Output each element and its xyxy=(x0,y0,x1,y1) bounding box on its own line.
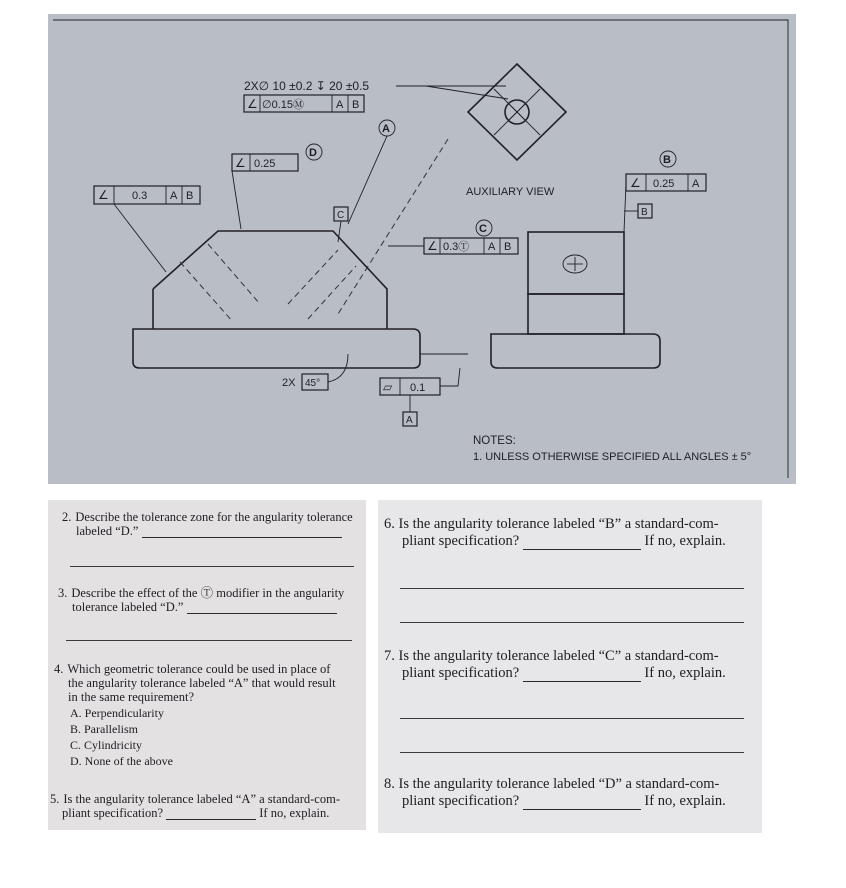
svg-text:C: C xyxy=(337,210,345,221)
svg-text:A: A xyxy=(170,190,178,202)
question-4: 4. Which geometric tolerance could be used in place of the angularity tolerance labeled “A” that would result in the same requirement? xyxy=(54,662,336,704)
svg-text:0.3Ⓣ: 0.3Ⓣ xyxy=(443,241,470,253)
question-5: 5. Is the angularity tolerance labeled “A” a standard-com- pliant specification? If no, explain. xyxy=(50,792,340,820)
auxiliary-view xyxy=(468,64,566,160)
label-A: A xyxy=(382,123,390,135)
svg-text:B: B xyxy=(352,99,360,111)
svg-text:∠: ∠ xyxy=(427,239,438,253)
auxiliary-view-title: AUXILIARY VIEW xyxy=(466,186,555,198)
fcf-flatness xyxy=(380,378,440,395)
svg-text:0.1: 0.1 xyxy=(410,382,426,394)
svg-text:B: B xyxy=(641,207,648,218)
svg-text:∠: ∠ xyxy=(247,97,258,111)
question-6: 6. Is the angularity tolerance labeled “B” a standard-com- pliant specification? If no, explain. xyxy=(384,516,726,549)
question-7: 7. Is the angularity tolerance labeled “C” a standard-com- pliant specification? If no, explain. xyxy=(384,648,726,681)
svg-text:45°: 45° xyxy=(305,378,321,389)
engineering-drawing xyxy=(48,14,796,484)
question-8: 8. Is the angularity tolerance labeled “D” a standard-com- pliant specification? If no, explain. xyxy=(384,776,726,809)
fcf-angularity-left xyxy=(94,186,200,204)
option-a[interactable]: A. Perpendicularity xyxy=(70,706,164,720)
svg-text:A: A xyxy=(406,415,413,426)
svg-text:▱: ▱ xyxy=(383,380,393,394)
angle-45-box xyxy=(302,374,328,390)
part-side-view xyxy=(491,232,660,368)
svg-text:B: B xyxy=(504,241,512,253)
fcf-angularity-D xyxy=(232,154,298,171)
answer-line[interactable] xyxy=(400,588,744,589)
notes-line: 1. UNLESS OTHERWISE SPECIFIED ALL ANGLES ± 5° xyxy=(473,451,752,463)
worksheet-left-page xyxy=(48,500,366,830)
fcf-angularity-A xyxy=(244,95,364,112)
option-d[interactable]: D. None of the above xyxy=(70,754,173,768)
svg-text:B: B xyxy=(186,190,194,202)
option-c[interactable]: C. Cylindricity xyxy=(70,738,142,752)
worksheet-right-page xyxy=(378,500,762,833)
option-b[interactable]: B. Parallelism xyxy=(70,722,138,736)
answer-line[interactable] xyxy=(66,640,352,641)
svg-text:0.3: 0.3 xyxy=(132,190,148,202)
svg-text:∅0.15Ⓜ: ∅0.15Ⓜ xyxy=(262,99,304,111)
answer-line[interactable] xyxy=(70,566,354,567)
answer-line[interactable] xyxy=(400,718,744,719)
part-front-view xyxy=(153,231,387,329)
angle-count: 2X xyxy=(282,377,296,389)
answer-line[interactable] xyxy=(400,752,744,753)
label-D: D xyxy=(309,147,317,159)
label-B: B xyxy=(663,154,671,166)
drawing-photo xyxy=(48,14,796,484)
svg-text:A: A xyxy=(488,241,496,253)
svg-text:∠: ∠ xyxy=(235,156,246,170)
svg-text:∠: ∠ xyxy=(630,176,641,190)
hole-callout: 2X∅ 10 ±0.2 ↧ 20 ±0.5 xyxy=(244,79,370,93)
svg-text:A: A xyxy=(336,99,344,111)
question-2: 2. Describe the tolerance zone for the angularity tolerance labeled “D.” xyxy=(62,510,353,538)
answer-line[interactable] xyxy=(400,622,744,623)
notes-title: NOTES: xyxy=(473,435,516,447)
drawing-border xyxy=(53,20,788,478)
question-3: 3. Describe the effect of the Ⓣ modifier in the angularity tolerance labeled “D.” xyxy=(58,586,345,614)
svg-text:0.25: 0.25 xyxy=(254,158,276,170)
fcf-angularity-B xyxy=(626,174,706,191)
svg-text:0.25: 0.25 xyxy=(653,178,675,190)
fcf-angularity-C xyxy=(424,238,518,254)
svg-text:∠: ∠ xyxy=(98,188,109,202)
svg-text:A: A xyxy=(692,178,700,190)
label-C: C xyxy=(479,223,487,235)
